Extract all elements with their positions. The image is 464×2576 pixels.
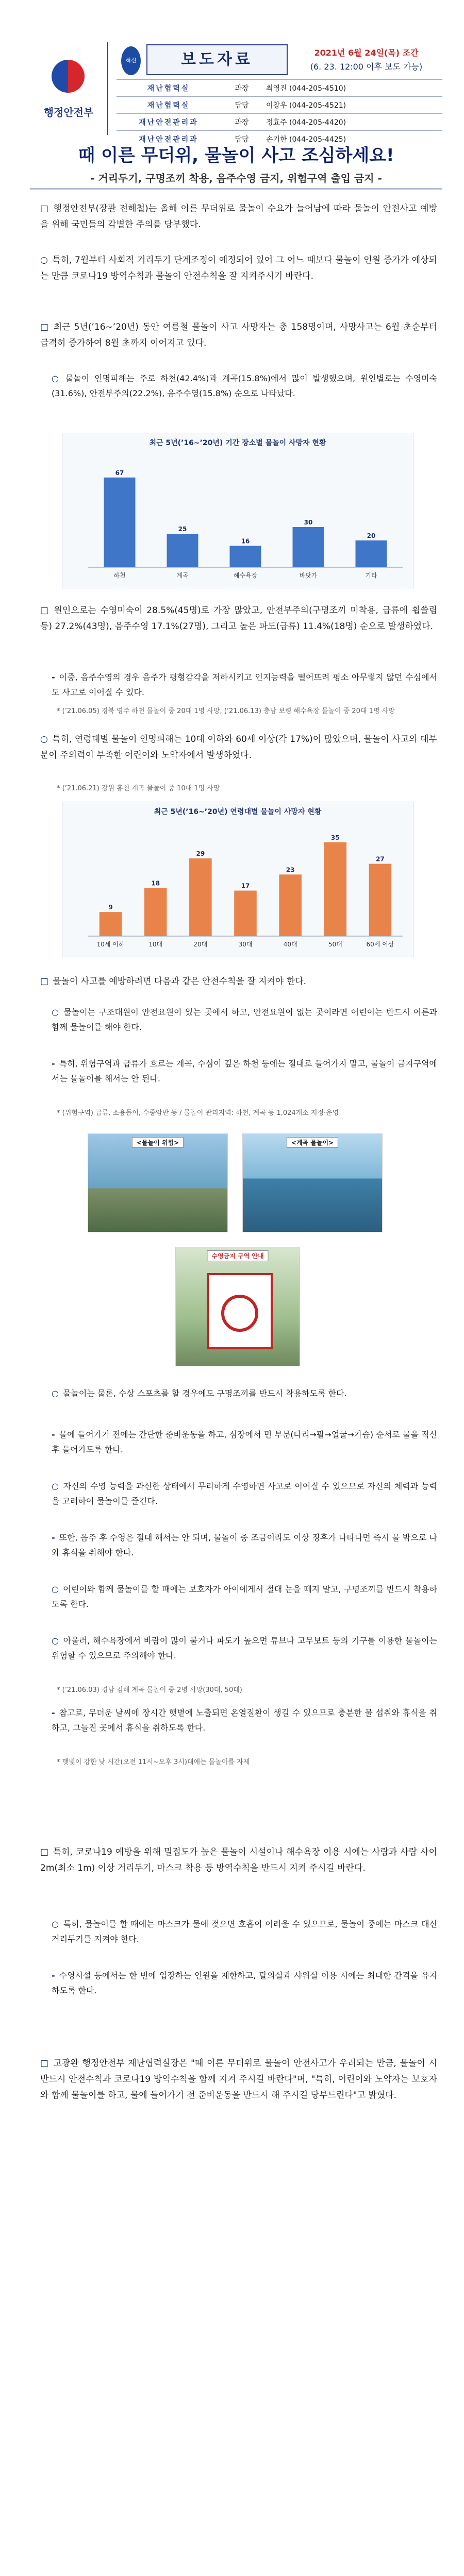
paragraph-text: 물에 들어가기 전에는 간단한 준비운동을 하고, 심장에서 먼 부분(다리→팔→얼굴→가슴) 순서로 물을 적신 후 들어가도록 한다.: [52, 1430, 437, 1454]
paragraph-text: 원인으로는 수영미숙이 28.5%(45명)로 가장 많았고, 안전부주의(구명조끼 미착용, 급류에 휩쓸림 등) 27.2%(43명), 음주수영 17.1%(27명), 그리고 높은 파도(급류) 11.4%(18명) 순으로 발생하였다.: [40, 605, 438, 632]
press-release-title: 보도자료: [146, 44, 288, 75]
bullet-square-icon: □: [40, 2058, 49, 2069]
age-bar-chart: [62, 819, 413, 957]
prohibition-icon: [221, 1295, 258, 1332]
contact-row: [117, 80, 442, 97]
paragraph-text: 참고로, 무더운 날씨에 장시간 햇볕에 노출되면 온열질환이 생길 수 있으므로 충분한 물 섭취와 휴식을 취하고, 그늘진 곳에서 휴식을 취하도록 한다.: [52, 1708, 437, 1733]
bar-4: [279, 874, 302, 936]
bar-value-label: 35: [330, 834, 340, 841]
contact-dept: 재난안전관리과: [117, 131, 221, 148]
contact-role: 담당: [221, 131, 263, 148]
paragraph-text: 최근 5년(’16~’20년) 동안 여름철 물놀이 사고 사망자는 총 158명이며, 사망사고는 6월 초순부터 급격히 증가하여 8월 초까지 이어지고 있다.: [40, 322, 438, 348]
paragraph-text: 특히, 코로나19 예방을 위해 밀접도가 높은 물놀이 시설이나 해수욕장 이용 시에는 사람과 사람 사이 2m(최소 1m) 이상 거리두기, 마스크 착용 등 방역수칙을 반드시 지켜 주시길 바란다.: [40, 1847, 438, 1873]
contact-table: [117, 79, 442, 147]
paragraph-waves: [52, 1633, 437, 1663]
paragraph-text: 특히, 위험구역과 급류가 흐르는 계곡, 수심이 깊은 하천 등에는 절대로 들어가지 말고, 물놀이 금지구역에서는 물놀이를 해서는 안 된다.: [52, 1059, 437, 1083]
note-case-1: * (’21.06.05) 경북 영주 하천 물놀이 중 20대 1명 사망, (’21.06.13) 충남 보령 해수욕장 물놀이 중 20대 1명 사망: [57, 707, 395, 715]
bullet-circle-icon: ○: [52, 1919, 59, 1929]
ministry-logo-box: [30, 42, 108, 135]
bar-value-label: 67: [115, 469, 124, 477]
bullet-circle-icon: ○: [40, 734, 48, 744]
paragraph-ability: [52, 1479, 437, 1509]
paragraph-text: 또한, 음주 후 수영은 절대 해서는 안 되며, 물놀이 중 조금이라도 이상 징후가 나타나면 즉시 물 밖으로 나와 휴식을 취해야 한다.: [52, 1533, 437, 1557]
paragraph-covid: [40, 1844, 437, 1876]
category-label: 바닷가: [299, 572, 318, 579]
paragraph-text: 물놀이 사고를 예방하려면 다음과 같은 안전수칙을 잘 지켜야 한다.: [53, 976, 307, 987]
title-divider: [30, 189, 442, 190]
paragraph-capacity: [52, 1968, 437, 1998]
bullet-square-icon: □: [40, 976, 49, 987]
paragraph-text: 아울러, 해수욕장에서 바람이 많이 불거나 파도가 높으면 튜브나 고무보트 등의 기구를 이용한 물놀이는 위험할 수 있으므로 주의해야 한다.: [52, 1636, 437, 1660]
paragraph-text: 특히, 물놀이를 할 때에는 마스크가 물에 젖으면 호흡이 어려울 수 있으므로, 물놀이 중에는 마스크 대신 거리두기를 지켜야 한다.: [52, 1919, 437, 1944]
ministry-emblem-icon: [52, 60, 85, 93]
category-label: 10세 이하: [96, 941, 125, 948]
category-label: 60세 이상: [366, 941, 394, 948]
dash-icon: -: [52, 672, 55, 682]
bar-value-label: 18: [151, 879, 160, 887]
bar-value-label: 20: [367, 532, 376, 539]
age-chart-figure: [62, 802, 413, 957]
paragraph-rules-intro: [40, 974, 437, 990]
main-headline: 때 이른 무더위, 물놀이 사고 조심하세요!: [78, 145, 394, 166]
category-label: 해수욕장: [233, 572, 258, 579]
category-label: 계곡: [176, 572, 189, 579]
category-label: 50대: [328, 941, 342, 948]
paragraph-distancing: [40, 252, 437, 284]
photo-valley: [242, 1133, 383, 1232]
bar-0: [104, 478, 136, 567]
press-header: [30, 42, 442, 144]
photo-label: <물놀이 위험>: [132, 1137, 184, 1148]
bullet-circle-icon: ○: [52, 1007, 60, 1017]
paragraph-drinking: [52, 670, 437, 700]
category-label: 30대: [238, 941, 253, 948]
bar-1: [167, 534, 198, 567]
location-chart-figure: [62, 433, 413, 588]
paragraph-text: 특히, 7월부터 사회적 거리두기 단계조정이 예정되어 있어 그 어느 때보다 물놀이 인원 증가가 예상되는 만큼 코로나19 방역수칙과 물놀이 안전수칙을 잘 지켜주시기 바란다.: [40, 255, 437, 281]
photo-label: <계곡 물놀이>: [287, 1137, 338, 1148]
dash-icon: -: [52, 1533, 55, 1543]
bar-1: [144, 888, 167, 936]
bullet-circle-icon: ○: [52, 1636, 59, 1646]
bullet-circle-icon: ○: [52, 1481, 59, 1491]
bar-3: [234, 891, 257, 936]
contact-person: 최영진 (044-205-4510): [263, 80, 442, 97]
paragraph-text: 특히, 연령대별 물놀이 인명피해는 10대 이하와 60세 이상(각 17%)이 많았으며, 물놀이 사고의 대부분이 주의력이 부족한 어린이와 노약자에서 발생하였다.: [40, 734, 437, 760]
bar-value-label: 9: [108, 904, 113, 911]
note-case-3: * (’21.06.03) 경남 김해 계곡 물놀이 중 2명 사망(30대, 50대): [57, 1686, 242, 1694]
dash-icon: -: [52, 1708, 55, 1718]
contact-person: 이창우 (044-205-4521): [263, 97, 442, 114]
chart-title: 최근 5년(’16~’20년) 기간 장소별 물놀이 사망자 현황: [149, 439, 326, 447]
contact-role: 과장: [221, 114, 263, 131]
dash-icon: -: [52, 1971, 55, 1980]
paragraph-warmup: [52, 1427, 437, 1457]
chart-title: 최근 5년(’16~’20년) 연령대별 물놀이 사망자 현황: [154, 808, 322, 816]
bullet-square-icon: □: [40, 322, 49, 332]
paragraph-intro: [40, 201, 437, 233]
bullet-square-icon: □: [40, 1847, 49, 1857]
paragraph-age: [40, 732, 437, 764]
paragraph-lifeguard: [52, 1005, 437, 1035]
photo-danger-river: [88, 1133, 228, 1232]
headline-block: [30, 143, 442, 185]
paragraph-lifejacket: [52, 1386, 437, 1401]
contact-dept: 재난협력실: [117, 97, 221, 114]
contact-row: [117, 114, 442, 131]
bar-6: [369, 864, 392, 936]
paragraph-text: 물놀이는 구조대원이 안전요원이 있는 곳에서 하고, 안전요원이 없는 곳이라면 어린이는 반드시 어른과 함께 물놀이를 해야 한다.: [52, 1007, 437, 1032]
paragraph-mask: [52, 1917, 437, 1946]
contact-dept: 재난협력실: [117, 80, 221, 97]
photo-no-swim-sign: [175, 1247, 300, 1366]
warning-sign-icon: [207, 1273, 273, 1349]
bar-4: [356, 540, 387, 567]
bar-value-label: 23: [286, 866, 295, 874]
bullet-circle-icon: ○: [52, 374, 61, 383]
category-label: 기타: [365, 572, 377, 579]
bullet-square-icon: □: [40, 204, 49, 214]
bar-2: [189, 858, 212, 936]
bullet-circle-icon: ○: [52, 1584, 59, 1594]
bar-5: [324, 842, 347, 936]
contact-dept: 재난안전관리과: [117, 114, 221, 131]
release-info: [290, 44, 442, 73]
dash-icon: -: [52, 1059, 55, 1069]
innovation-badge: 혁신 Korea: [121, 46, 141, 75]
paragraph-text: 행정안전부(장관 전해철)는 올해 이른 무더위로 물놀이 수요가 늘어남에 따라 물놀이 안전사고 예방을 위해 국민들의 각별한 주의를 당부했다.: [40, 204, 438, 230]
bar-2: [230, 546, 261, 567]
bar-value-label: 17: [241, 882, 250, 890]
bar-value-label: 30: [304, 519, 313, 526]
paragraph-official-quote: [40, 2056, 437, 2104]
paragraph-text: 이중, 음주수영의 경우 음주가 평형감각을 저하시키고 인지능력을 떨어뜨려 평소 아무렇지 않던 수심에서도 사고로 이어질 수 있다.: [52, 672, 437, 697]
contact-row: [117, 97, 442, 114]
bullet-square-icon: □: [40, 605, 50, 616]
photo-label: 수영금지 구역 안내: [207, 1250, 268, 1261]
paragraph-text: 자신의 수영 능력을 과신한 상태에서 무리하게 수영하면 사고로 이어질 수 있으므로 자신의 체력과 능력을 고려하여 물놀이를 즐긴다.: [52, 1481, 437, 1506]
paragraph-text: 어린이와 함께 물놀이를 할 때에는 보호자가 아이에게서 절대 눈을 떼지 말고, 구명조끼를 반드시 착용하도록 한다.: [52, 1584, 437, 1609]
paragraph-danger-zones: [52, 1056, 437, 1086]
note-case-2: * (’21.06.21) 강원 홍천 계곡 물놀이 중 10대 1명 사망: [57, 785, 220, 792]
paragraph-causes: [40, 603, 437, 635]
category-label: 하천: [113, 572, 126, 579]
note-heat: * 햇빛이 강한 낮 시간(오전 11시~오후 3시)대에는 물놀이를 자제: [57, 1758, 250, 1766]
category-label: 10대: [148, 941, 163, 948]
bar-3: [293, 527, 324, 567]
ministry-name: 행정안전부: [43, 106, 94, 118]
contact-person: 손기한 (044-205-4425): [263, 131, 442, 148]
paragraph-text: 고광완 행정안전부 재난협력실장은 "때 이른 무더위로 물놀이 안전사고가 우려되는 만큼, 물놀이 시 반드시 안전수칙과 코로나19 방역수칙을 함께 지켜 주시길 바란다"며, "특히, 어린이와 노약자는 보호자와 함께 물놀이를 하고, 물에 들어가기 전 준비운동을 반드시 해 주시길 당부드린다"고 밝혔다.: [40, 2058, 438, 2100]
paragraph-text: 물놀이는 물론, 수상 스포츠를 할 경우에도 구명조끼를 반드시 착용하도록 한다.: [62, 1388, 347, 1398]
note-danger-zones: * (위험구역) 급류, 소용돌이, 수중암반 등 / 물놀이 관리지역: 하천, 계곡 등 1,024개소 지정·운영: [57, 1109, 339, 1117]
release-date: 2021년 6월 24일(목) 조간: [314, 48, 419, 58]
paragraph-text: 수영시설 등에서는 한 번에 입장하는 인원을 제한하고, 탈의실과 샤워실 이용 시에는 최대한 간격을 유지하도록 한다.: [52, 1971, 437, 1995]
contact-role: 과장: [221, 80, 263, 97]
paragraph-location: [52, 371, 437, 401]
release-embargo: (6. 23. 12:00 이후 보도 가능): [310, 62, 423, 72]
paragraph-heat: [52, 1705, 437, 1735]
sub-headline: - 거리두기, 구명조끼 착용, 음주수영 금지, 위험구역 출입 금지 -: [90, 172, 382, 184]
category-label: 20대: [193, 941, 208, 948]
bullet-circle-icon: ○: [40, 255, 48, 265]
paragraph-text: 물놀이 인명피해는 주로 하천(42.4%)과 계곡(15.8%)에서 많이 발생했으며, 원인별로는 수영미숙(31.6%), 안전부주의(22.2%), 음주수영(15.8%) 순으로 나타났다.: [52, 374, 437, 398]
dash-icon: -: [52, 1430, 55, 1439]
category-label: 40대: [283, 941, 297, 948]
paragraph-no-drinking: [52, 1530, 437, 1560]
bar-value-label: 16: [241, 537, 250, 545]
bar-value-label: 25: [178, 526, 187, 533]
contact-role: 담당: [221, 97, 263, 114]
bar-value-label: 27: [376, 855, 385, 863]
location-bar-chart: [62, 450, 413, 588]
paragraph-statistics: [40, 319, 437, 351]
bar-0: [100, 912, 122, 936]
paragraph-children: [52, 1582, 437, 1612]
bar-value-label: 29: [196, 850, 205, 858]
contact-person: 정효주 (044-205-4420): [263, 114, 442, 131]
bullet-circle-icon: ○: [52, 1388, 59, 1398]
